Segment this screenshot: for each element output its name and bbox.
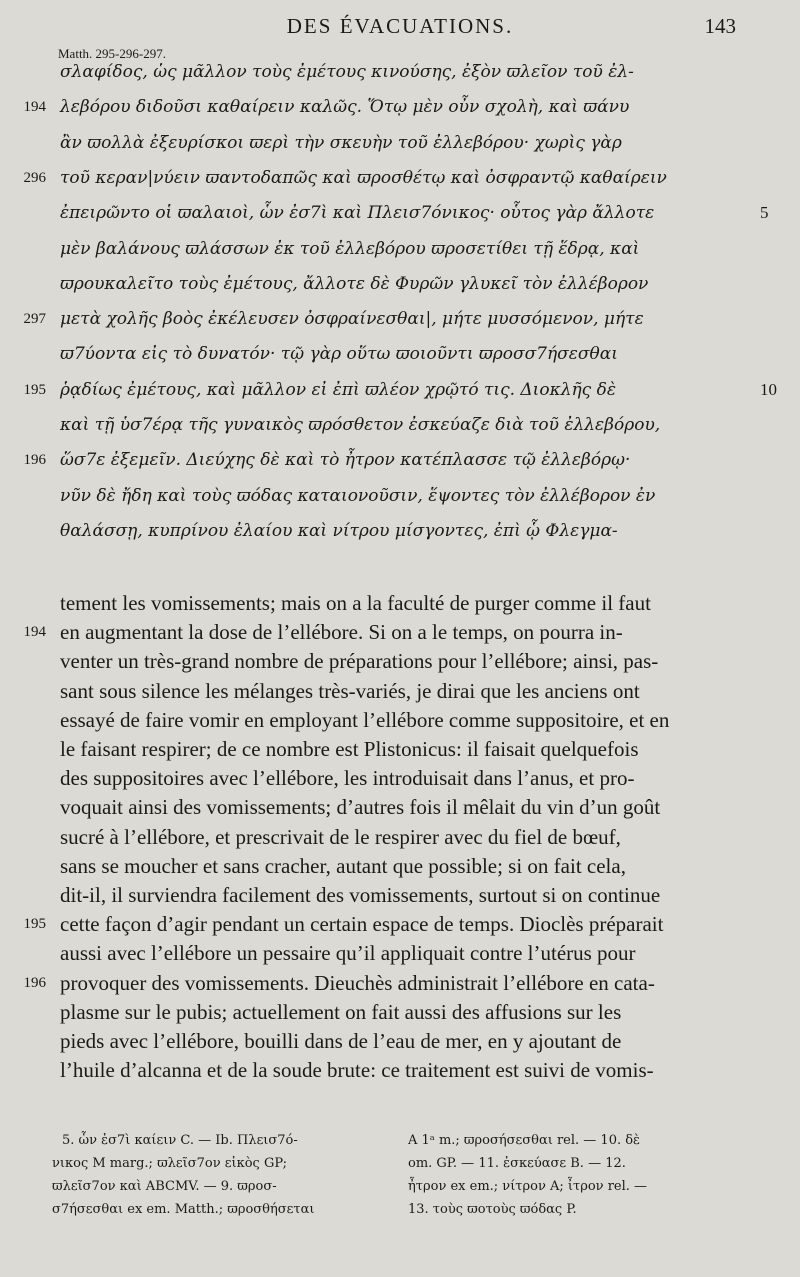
footnote-line: ϖλεῖσ7ον καὶ ABCMV. — 9. ϖροσ- [52,1179,277,1194]
french-line: dit-il, il surviendra facilement des vomissements, surtout si on continue [60,883,661,907]
greek-line: ϖρουκαλεῖτο τοὺς ἐμέτους, ἄλλοτε δὲ Φυρῶν γλυκεῖ τὸν ἐλλέβορον [60,273,649,294]
french-line: en augmentant la dose de l’ellébore. Si on a le temps, on pourra in- [60,620,623,645]
margin-number: 196 [23,452,46,469]
french-line: aussi avec l’ellébore un pessaire qu’il appliquait contre l’utérus pour [60,941,636,966]
greek-line: σλαφίδος, ὡς μᾶλλον τοὺς ἐμέτους κινούσης, ἐξὸν ϖλεῖον τοῦ ἐλ- [60,62,634,82]
french-line: des suppositoires avec l’ellébore, les introduisait dans l’anus, et pro- [60,766,635,791]
french-line: sans se moucher et sans cracher, autant que possible; si on fait cela, [60,853,626,878]
greek-line: θαλάσσῃ, κυπρίνου ἐλαίου καὶ νίτρου μίσγοντες, ἐπὶ ᾧ Φλεγμα- [60,520,618,541]
margin-number: 195 [23,381,46,398]
line-number: 5 [760,203,769,223]
matthaei-reference: Matth. 295-296-297. [58,46,166,61]
greek-line: ἂν ϖολλὰ ἐξευρίσκοι ϖερὶ τὴν σκευὴν τοῦ ἐλλεβόρου· χωρὶς γὰρ [60,132,622,153]
margin-number: 296 [23,169,46,186]
footnote-line: νικος M marg.; ϖλεῖσ7ον εἰκὸς GP; [52,1156,287,1171]
greek-line: ϖ7ύοντα εἰς τὸ δυνατόν· τῷ γὰρ οὕτω ϖοιοῦντι ϖροσσ7ήσεσθαι [60,344,618,365]
footnote-line: σ7ήσεσθαι ex em. Matth.; ϖροσθήσεται [52,1202,315,1217]
greek-line: ὥσ7ε ἐξεμεῖν. Διεύχης δὲ καὶ τὸ ἦτρον κατέπλασσε τῷ ἐλλεβόρῳ· [60,450,631,471]
running-header-title: DES ÉVACUATIONS. [286,14,514,38]
greek-line: ἐπειρῶντο οἱ ϖαλαιοὶ, ὧν ἐσ7ὶ καὶ Πλεισ7όνικος· οὗτος γὰρ ἄλλοτε [60,203,655,224]
line-number: 10 [760,379,777,399]
greek-line: μὲν βαλάνους ϖλάσσων ἐκ τοῦ ἐλλεβόρου ϖροσετίθει τῇ ἕδρᾳ, καὶ [60,238,640,259]
french-line: le faisant respirer; de ce nombre est Plistonicus: il faisait quelquefois [60,737,639,761]
footnote-line: om. GP. — 11. ἐσκεύασε B. — 12. [408,1156,626,1171]
french-line: tement les vomissements; mais on a la faculté de purger comme il faut [60,591,651,615]
french-line: essayé de faire vomir en employant l’ellébore comme suppositoire, et en [60,707,670,732]
margin-number: 195 [23,916,46,933]
greek-line: ῥᾳδίως ἐμέτους, καὶ μᾶλλον εἰ ἐπὶ ϖλέον χρῷτό τις. Διοκλῆς δὲ [60,379,616,400]
margin-number: 297 [23,311,46,328]
margin-number: 194 [23,99,46,116]
greek-line: τοῦ κεραν|νύειν ϖαντοδαπῶς καὶ ϖροσθέτῳ καὶ ὀσφραντῷ καθαίρειν [60,167,667,188]
french-line: venter un très-grand nombre de préparations pour l’ellébore; ainsi, pas- [60,649,659,674]
french-line: l’huile d’alcanna et de la soude brute: ce traitement est suivi de vomis- [60,1058,654,1083]
margin-number: 194 [23,624,46,641]
footnote-line: 5. ὧν ἐσ7ὶ καίειν C. — Ib. Πλεισ7ό- [62,1133,298,1148]
page-number: 143 [704,14,736,38]
french-line: provoquer des vomissements. Dieuchès administrait l’ellébore en cata- [60,970,655,995]
greek-line: μετὰ χολῆς βοὸς ἐκέλευσεν ὀσφραίνεσθαι|, μήτε μυσσόμενον, μήτε [60,309,644,330]
footnote-line: A 1ᵃ m.; ϖροσήσεσθαι rel. — 10. δὲ [408,1133,641,1148]
greek-line: καὶ τῇ ὑσ7έρᾳ τῆς γυναικὸς ϖρόσθετον ἐσκεύαζε διὰ τοῦ ἐλλεβόρου, [60,415,661,435]
footnote-line: ἦτρον ex em.; νίτρον A; ἶτρον rel. — [408,1179,648,1194]
greek-line: λεβόρου διδοῦσι καθαίρειν καλῶς. Ὅτῳ μὲν οὖν σχολὴ, καὶ ϖάνυ [60,97,630,118]
greek-line: νῦν δὲ ἤδη καὶ τοὺς ϖόδας καταιονοῦσιν, ἕψοντες τὸν ἐλλέβορον ἐν [60,485,656,506]
margin-number: 196 [23,974,46,991]
french-line: voquait ainsi des vomissements; d’autres fois il mêlait du vin d’un goût [60,795,661,820]
french-line: cette façon d’agir pendant un certain espace de temps. Dioclès préparait [60,912,664,937]
french-line: sant sous silence les mélanges très-variés, je dirai que les anciens ont [60,678,640,703]
french-line: pieds avec l’ellébore, bouilli dans de l’eau de mer, en y ajoutant de [60,1029,622,1053]
french-line: plasme sur le pubis; actuellement on fait aussi des affusions sur les [60,999,622,1024]
french-line: sucré à l’ellébore, et prescrivait de le respirer avec du fiel de bœuf, [60,824,621,849]
footnote-line: 13. τοὺς ϖοτοὺς ϖόδας P. [408,1202,577,1217]
